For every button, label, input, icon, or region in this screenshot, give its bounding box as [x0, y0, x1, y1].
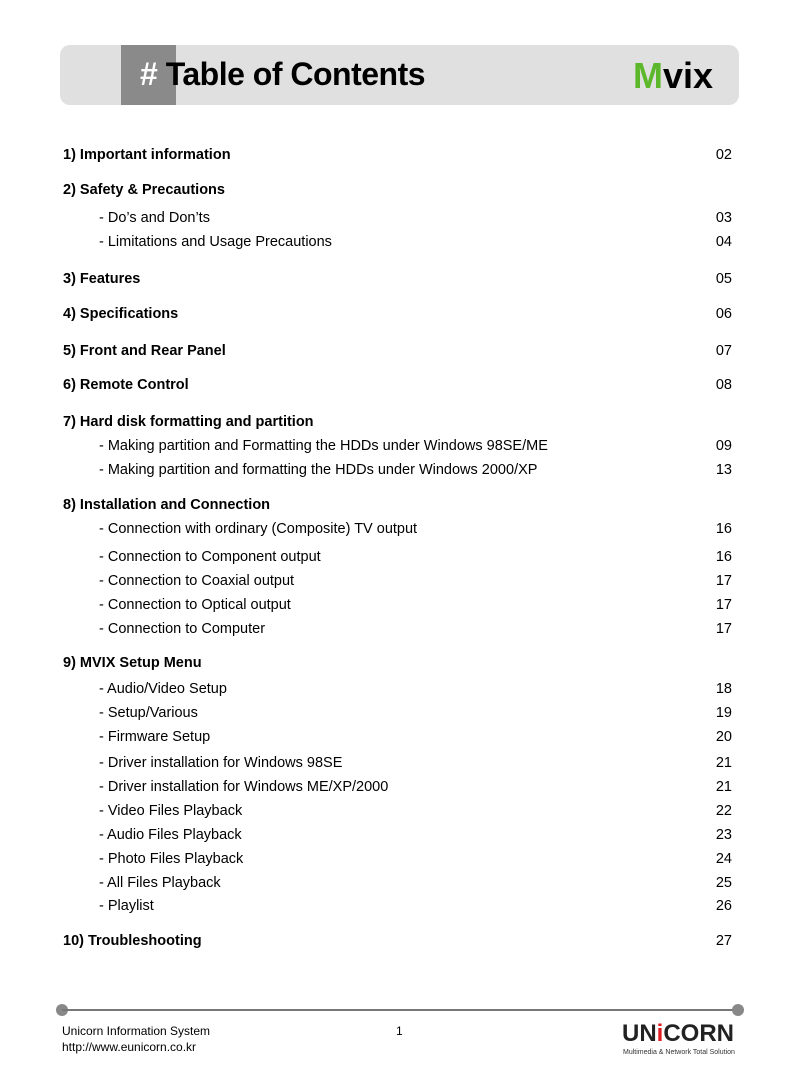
- title-text: Table of Contents: [165, 56, 426, 92]
- toc-subentry: - Firmware Setup: [99, 729, 211, 745]
- toc-subentry: - Driver installation for Windows ME/XP/2000: [99, 779, 389, 795]
- toc-page-number: 13: [715, 462, 732, 478]
- footer-url: http://www.eunicorn.co.kr: [62, 1040, 197, 1054]
- logo-rest: vix: [663, 55, 714, 96]
- logo-m: M: [633, 55, 663, 96]
- toc-page-number: 19: [715, 705, 732, 721]
- page-title: [140, 55, 425, 93]
- toc-page-number: 16: [715, 549, 732, 565]
- toc-subentry: - Limitations and Usage Precautions: [99, 234, 332, 250]
- toc-subentry: - Connection to Computer: [99, 621, 266, 637]
- toc-page-number: 27: [715, 933, 732, 949]
- footer-company: Unicorn Information System: [62, 1024, 211, 1038]
- hash-symbol: #: [140, 56, 158, 92]
- logo-part: i: [656, 1020, 664, 1047]
- toc-subentry: - Photo Files Playback: [99, 851, 244, 867]
- logo-part: UN: [622, 1020, 657, 1047]
- toc-page-number: 07: [715, 343, 732, 359]
- toc-section-title: 5) Front and Rear Panel: [63, 343, 226, 359]
- toc-subentry: - Setup/Various: [99, 705, 198, 721]
- toc-subentry: - Making partition and Formatting the HDDs under Windows 98SE/ME: [99, 438, 548, 454]
- toc-section-title: 2) Safety & Precautions: [63, 182, 225, 198]
- toc-page-number: 18: [715, 681, 732, 697]
- toc-page-number: 22: [715, 803, 732, 819]
- toc-subentry: - Audio Files Playback: [99, 827, 242, 843]
- toc-page-number: 16: [715, 521, 732, 537]
- footer-rule: [62, 1009, 738, 1011]
- toc-subentry: - Connection with ordinary (Composite) TV output: [99, 521, 418, 537]
- toc-page-number: 24: [715, 851, 732, 867]
- toc-subentry: - Connection to Optical output: [99, 597, 291, 613]
- toc-page-number: 05: [715, 271, 732, 287]
- toc-section-title: 9) MVIX Setup Menu: [63, 655, 202, 671]
- toc-subentry: - Playlist: [99, 898, 154, 914]
- toc-page-number: 08: [715, 377, 732, 393]
- toc-page-number: 26: [715, 898, 732, 914]
- toc-page-number: 17: [715, 621, 732, 637]
- toc-page-number: 06: [715, 306, 732, 322]
- toc-subentry: - Driver installation for Windows 98SE: [99, 755, 343, 771]
- toc-subentry: - Audio/Video Setup: [99, 681, 227, 697]
- toc-subentry: - Connection to Coaxial output: [99, 573, 295, 589]
- toc-section-title: 4) Specifications: [63, 306, 179, 322]
- toc-page-number: 17: [715, 573, 732, 589]
- toc-section-title: 10) Troubleshooting: [63, 933, 202, 949]
- toc-page-number: 09: [715, 438, 732, 454]
- rule-end-dot: [732, 1004, 744, 1016]
- toc-section-title: 8) Installation and Connection: [63, 497, 271, 513]
- toc-section-title: 1) Important information: [63, 147, 231, 163]
- toc-page-number: 23: [715, 827, 732, 843]
- unicorn-tagline: Multimedia & Network Total Solution: [623, 1049, 735, 1056]
- toc-subentry: - Video Files Playback: [99, 803, 243, 819]
- toc-page-number: 02: [715, 147, 732, 163]
- unicorn-logo: [622, 1022, 734, 1046]
- footer-page-number: 1: [396, 1024, 403, 1038]
- toc-section-title: 7) Hard disk formatting and partition: [63, 414, 314, 430]
- toc-subentry: - Do’s and Don’ts: [99, 210, 210, 226]
- toc-section-title: 3) Features: [63, 271, 141, 287]
- toc-subentry: - Making partition and formatting the HDDs under Windows 2000/XP: [99, 462, 538, 478]
- logo-part: CORN: [663, 1020, 735, 1047]
- toc-page-number: 25: [715, 875, 732, 891]
- toc-subentry: - Connection to Component output: [99, 549, 321, 565]
- toc-page-number: 21: [715, 779, 732, 795]
- toc-page-number: 03: [715, 210, 732, 226]
- toc-page-number: 20: [715, 729, 732, 745]
- toc-page-number: 21: [715, 755, 732, 771]
- toc-section-title: 6) Remote Control: [63, 377, 189, 393]
- toc-subentry: - All Files Playback: [99, 875, 221, 891]
- toc-page-number: 04: [715, 234, 732, 250]
- toc-page-number: 17: [715, 597, 732, 613]
- mvix-logo: [633, 56, 713, 96]
